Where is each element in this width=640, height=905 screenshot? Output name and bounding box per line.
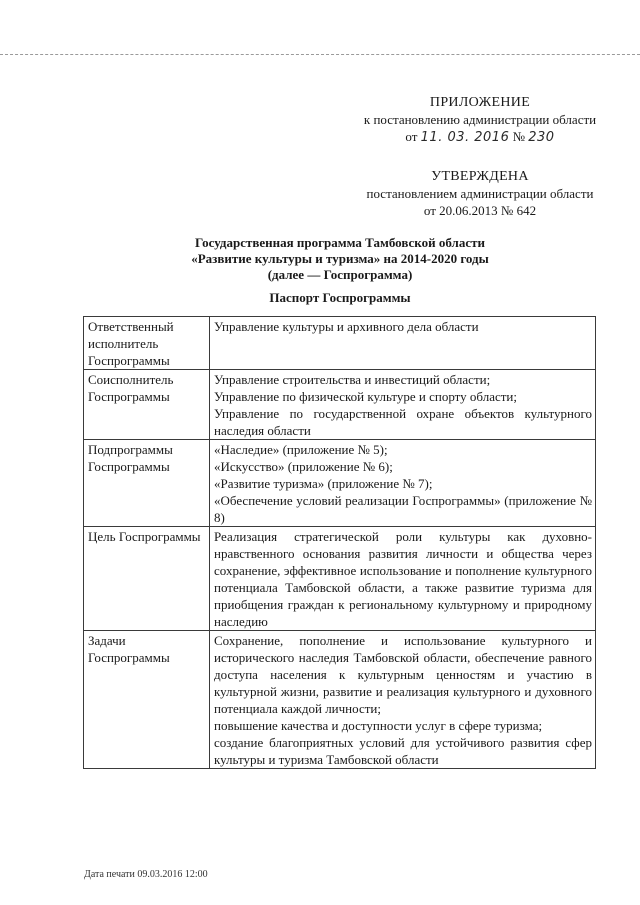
appendix-number-prefix: №: [512, 129, 526, 144]
passport-row-label: Соисполнитель Госпрограммы: [84, 370, 210, 440]
passport-row-content: [210, 440, 596, 527]
program-title-line1: Государственная программа Тамбовской области: [195, 235, 485, 250]
appendix-line: к постановлению администрации области: [363, 112, 597, 127]
passport-content-line: «Искусство» (приложение № 6);: [214, 459, 393, 474]
passport-content-line: Управление строительства и инвестиций области;: [214, 372, 491, 387]
passport-content-line: повышение качества и доступности услуг в сфере туризма;: [214, 718, 543, 733]
program-title: [160, 235, 520, 283]
program-title-line3: (далее — Госпрограмма): [267, 267, 413, 282]
passport-content-line: «Наследие» (приложение № 5);: [214, 442, 388, 457]
approved-line1: постановлением администрации области: [366, 186, 594, 201]
passport-row-label: Подпрограммы Госпрограммы: [84, 440, 210, 527]
appendix-date-value: 11. 03. 2016: [420, 130, 510, 145]
passport-content-line: создание благоприятных условий для устойчивого развития сфер культуры и туризма Тамбовской области: [214, 735, 592, 767]
passport-content-line: Сохранение, пополнение и использование культурного и исторического наследия Тамбовской области, обеспечение равного доступа населения к культурным ценностям и участию в культурной жизни, развитие и реализация культурного и духовного потенциала каждой личности;: [214, 633, 592, 716]
appendix-block: [330, 94, 630, 146]
passport-row: [84, 631, 596, 769]
approved-heading: УТВЕРЖДЕНА: [431, 169, 529, 184]
passport-table: [83, 316, 596, 769]
passport-row-content: [210, 527, 596, 631]
approved-block: [330, 168, 630, 219]
passport-row: [84, 317, 596, 370]
passport-row-label: Задачи Госпрограммы: [84, 631, 210, 769]
passport-content-line: Управление культуры и архивного дела области: [214, 319, 479, 334]
passport-row-label: Ответственный исполнитель Госпрограммы: [84, 317, 210, 370]
passport-row-content: [210, 631, 596, 769]
top-dashed-rule: [0, 54, 640, 55]
passport-content-line: Управление по физической культуре и спорту области;: [214, 389, 517, 404]
appendix-date-prefix: от: [405, 129, 418, 144]
passport-row-content: [210, 370, 596, 440]
passport-row: [84, 370, 596, 440]
appendix-heading: ПРИЛОЖЕНИЕ: [429, 95, 531, 110]
passport-table-body: [84, 317, 596, 769]
appendix-date-line: [330, 128, 630, 146]
program-title-line2: «Развитие культуры и туризма» на 2014-2020 годы: [191, 251, 489, 266]
approved-line2: от 20.06.2013 № 642: [423, 203, 537, 218]
passport-content-line: Реализация стратегической роли культуры как духовно-нравственного основания развития личности и общества через сохранение, эффективное использование и пополнение культурного потенциала Тамбовской области, а также развитие туризма для приобщения граждан к региональному культурному и природному наследию: [214, 529, 592, 629]
passport-row-content: [210, 317, 596, 370]
print-date: Дата печати 09.03.2016 12:00: [84, 869, 208, 880]
appendix-number-value: 230: [528, 130, 555, 145]
passport-content-line: Управление по государственной охране объектов культурного наследия области: [214, 406, 592, 438]
passport-content-line: «Развитие туризма» (приложение № 7);: [214, 476, 433, 491]
passport-row-label: Цель Госпрограммы: [84, 527, 210, 631]
passport-content-line: «Обеспечение условий реализации Госпрограммы» (приложение № 8): [214, 493, 592, 525]
passport-title: Паспорт Госпрограммы: [269, 290, 411, 305]
passport-row: [84, 527, 596, 631]
passport-row: [84, 440, 596, 527]
